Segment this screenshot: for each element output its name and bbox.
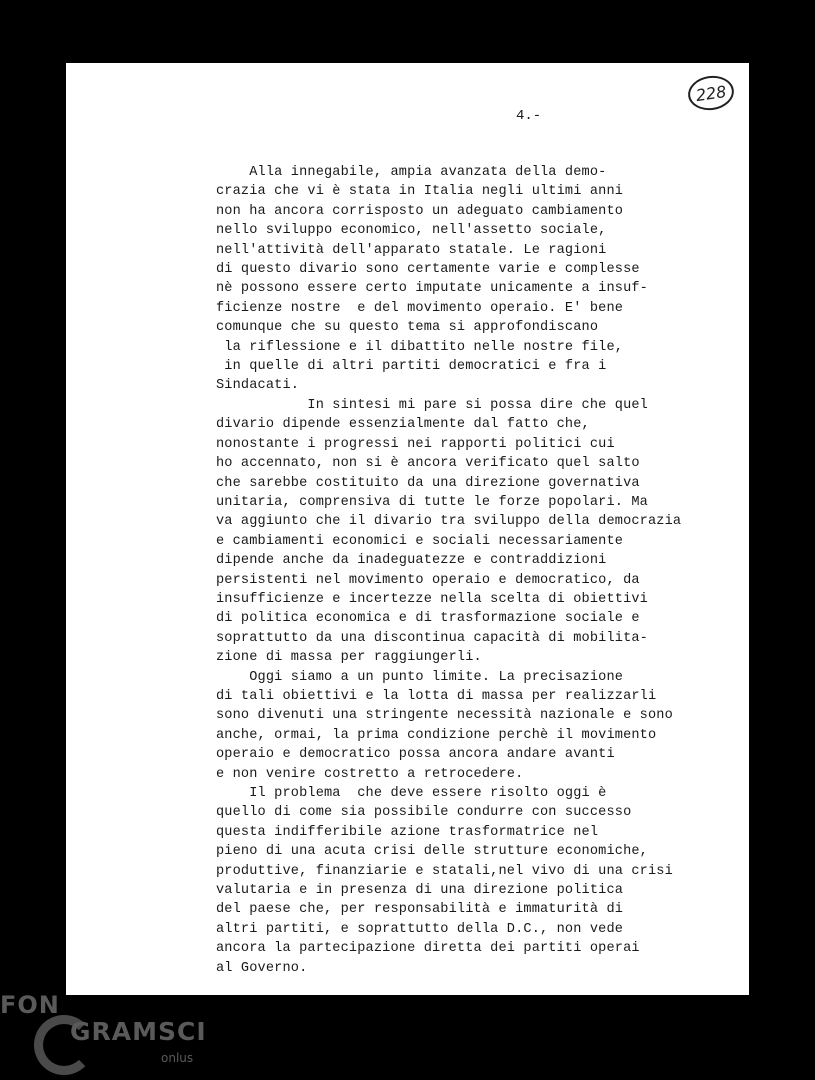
text-line: nello sviluppo economico, nell'assetto sociale, — [216, 223, 607, 239]
text-line: divario dipende essenzialmente dal fatto che, — [216, 417, 590, 433]
text-line: Alla innegabile, ampia avanzata della demo- — [216, 165, 607, 180]
text-line: insufficienze e incertezze nella scelta di obiettivi — [216, 591, 648, 607]
text-line: nè possono essere certo imputate unicamente a insuf- — [216, 281, 648, 297]
text-line: ho accennato, non si è ancora verificato quel salto — [216, 456, 640, 472]
text-line: in quelle di altri partiti democratici e fra i — [216, 359, 607, 375]
text-line: persistenti nel movimento operaio e democratico, da — [216, 572, 640, 588]
text-line: di politica economica e di trasformazione sociale e — [216, 611, 640, 627]
text-line: In sintesi mi pare si possa dire che quel — [216, 397, 648, 413]
text-line: sono divenuti una stringente necessità nazionale e sono — [216, 708, 673, 724]
text-line: ancora la partecipazione diretta dei partiti operai — [216, 941, 640, 957]
text-line: di questo divario sono certamente varie e complesse — [216, 262, 640, 278]
text-line: unitaria, comprensiva di tutte le forze popolari. Ma — [216, 494, 648, 510]
text-line: dipende anche da inadeguatezze e contraddizioni — [216, 553, 607, 569]
fondazione-gramsci-watermark — [0, 985, 215, 1080]
text-line: produttive, finanziarie e statali,nel vivo di una crisi — [216, 863, 673, 879]
text-line: e cambiamenti economici e sociali necessariamente — [216, 533, 624, 549]
text-line: Il problema che deve essere risolto oggi è — [216, 786, 607, 801]
text-line: anche, ormai, la prima condizione perchè il movimento — [216, 727, 657, 743]
text-line: altri partiti, e soprattutto della D.C., non vede — [216, 921, 624, 937]
text-line: quello di come sia possibile condurre con successo — [216, 805, 632, 821]
text-line: Oggi siamo a un punto limite. La precisazione — [216, 669, 624, 685]
text-line: Sindacati. — [216, 378, 300, 394]
text-line: nell'attività dell'apparato statale. Le ragioni — [216, 242, 607, 258]
text-line: non ha ancora corrisposto un adeguato cambiamento — [216, 203, 624, 219]
text-line: ficienze nostre e del movimento operaio. E' bene — [216, 300, 624, 316]
text-line: di tali obiettivi e la lotta di massa per realizzarli — [216, 688, 657, 704]
watermark-name: GRAMSCI — [70, 1017, 207, 1046]
document-page — [66, 63, 749, 995]
archive-number-stamp: 228 — [686, 73, 736, 113]
text-line: la riflessione e il dibattito nelle nostre file, — [216, 339, 624, 355]
text-line: al Governo. — [216, 960, 308, 976]
watermark-prefix: FON — [0, 991, 60, 1019]
text-line: valutaria e in presenza di una direzione politica — [216, 883, 624, 899]
text-line: nonostante i progressi nei rapporti politici cui — [216, 436, 615, 452]
text-line: e non venire costretto a retrocedere. — [216, 766, 524, 782]
text-line: questa indifferibile azione trasformatrice nel — [216, 824, 599, 840]
text-line: che sarebbe costituito da una direzione governativa — [216, 475, 640, 491]
text-line: va aggiunto che il divario tra sviluppo della democrazia — [216, 514, 682, 530]
page-number: 4.- — [516, 108, 542, 124]
watermark-suffix: onlus — [161, 1051, 194, 1065]
text-line: del paese che, per responsabilità e immaturità di — [216, 902, 624, 918]
body-text — [216, 163, 686, 978]
text-line: crazia che vi è stata in Italia negli ultimi anni — [216, 184, 624, 200]
text-line: zione di massa per raggiungerli. — [216, 650, 482, 666]
text-line: pieno di una acuta crisi delle strutture economiche, — [216, 844, 648, 860]
text-line: comunque che su questo tema si approfondiscano — [216, 320, 599, 336]
text-line: soprattutto da una discontinua capacità di mobilita- — [216, 630, 648, 646]
text-line: operaio e democratico possa ancora andare avanti — [216, 747, 615, 763]
